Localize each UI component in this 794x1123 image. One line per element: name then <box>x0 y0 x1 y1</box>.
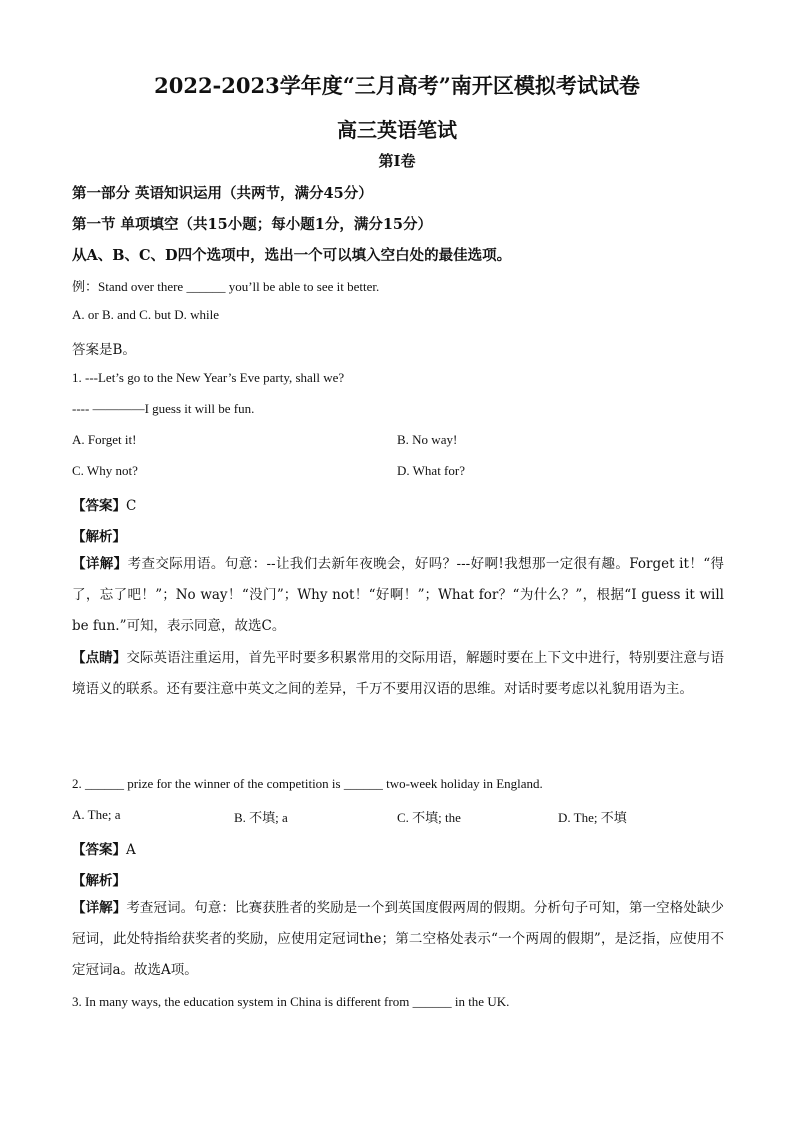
q2-detail <box>72 893 724 986</box>
section-heading: 第一节 单项填空（共15小题；每小题1分，满分15分） <box>72 216 432 233</box>
q2-answer-line <box>72 838 136 858</box>
instruction-text: 从A、B、C、D四个选项中，选出一个可以填入空白处的最佳选项。 <box>72 247 512 264</box>
example-options: A. or B. and C. but D. while <box>72 307 219 322</box>
volume-label: 第Ⅰ卷 <box>378 152 416 170</box>
q1-option-d: D. What for? <box>397 463 465 478</box>
q2-option-a: A. The; a <box>72 807 121 822</box>
q1-stem: 1. ---Let’s go to the New Year’s Eve party, shall we? <box>72 370 345 385</box>
q2-analysis-tag: 【解析】 <box>72 873 126 889</box>
q1-detail <box>72 549 724 642</box>
q1-analysis-tag: 【解析】 <box>72 529 126 545</box>
detail-tag: 【详解】 <box>72 556 128 572</box>
q2-option-d: D. The; 不填 <box>558 810 627 825</box>
tip-tag: 【点睛】 <box>72 650 127 666</box>
q1-option-b: B. No way! <box>397 432 458 447</box>
q2-stem: 2. ______ prize for the winner of the competition is ______ two-week holiday in England. <box>72 776 543 791</box>
q2-option-b: B. 不填; a <box>234 810 288 825</box>
q1-tip-text: 交际英语注重运用，首先平时要多积累常用的交际用语，解题时要在上下文中进行，特别要注意与语境语义的联系。还有要注意中英文之间的差异，千万不要用汉语的思维。对话时要考虑以礼貌用语为主。 <box>72 650 725 697</box>
answer-tag: 【答案】 <box>72 842 126 858</box>
q2-detail-text: 考查冠词。句意：比赛获胜者的奖励是一个到英国度假两周的假期。分析句子可知，第一空格处缺少冠词，此处特指给获奖者的奖励，应使用定冠词the；第二空格处表示“一个两周的假期”，是泛指，应使用不定冠词a。故选A项。 <box>72 900 725 978</box>
part-heading: 第一部分 英语知识运用（共两节，满分45分） <box>72 185 373 202</box>
answer-tag: 【答案】 <box>72 498 126 514</box>
q2-answer: A <box>126 842 136 858</box>
detail-tag: 【详解】 <box>72 900 127 916</box>
q1-tip <box>72 643 724 736</box>
q1-answer: C <box>126 498 137 514</box>
q1-detail-text: 考查交际用语。句意：--让我们去新年夜晚会，好吗？---好啊!我想那一定很有趣。Forget it！“得了，忘了吧！”；No way！“没门”；Why not！“好啊！”；What for？“为什么？”，根据“I guess it will be fun.”可知，表示同意，故选C。 <box>72 556 724 634</box>
q1-option-a: A. Forget it! <box>72 432 137 447</box>
example-answer: 答案是B。 <box>72 342 136 358</box>
q1-option-c: C. Why not? <box>72 463 138 478</box>
q1-answer-line <box>72 494 136 514</box>
exam-title: 2022-2023学年度“三月高考”南开区模拟考试试卷 <box>154 73 640 98</box>
example-stem: 例：Stand over there ______ you’ll be able to see it better. <box>72 279 380 294</box>
q1-reply: ---- ————I guess it will be fun. <box>72 401 255 416</box>
q2-option-c: C. 不填; the <box>397 810 461 825</box>
q3-stem: 3. In many ways, the education system in China is different from ______ in the UK. <box>72 994 510 1009</box>
exam-subtitle: 高三英语笔试 <box>337 118 457 142</box>
